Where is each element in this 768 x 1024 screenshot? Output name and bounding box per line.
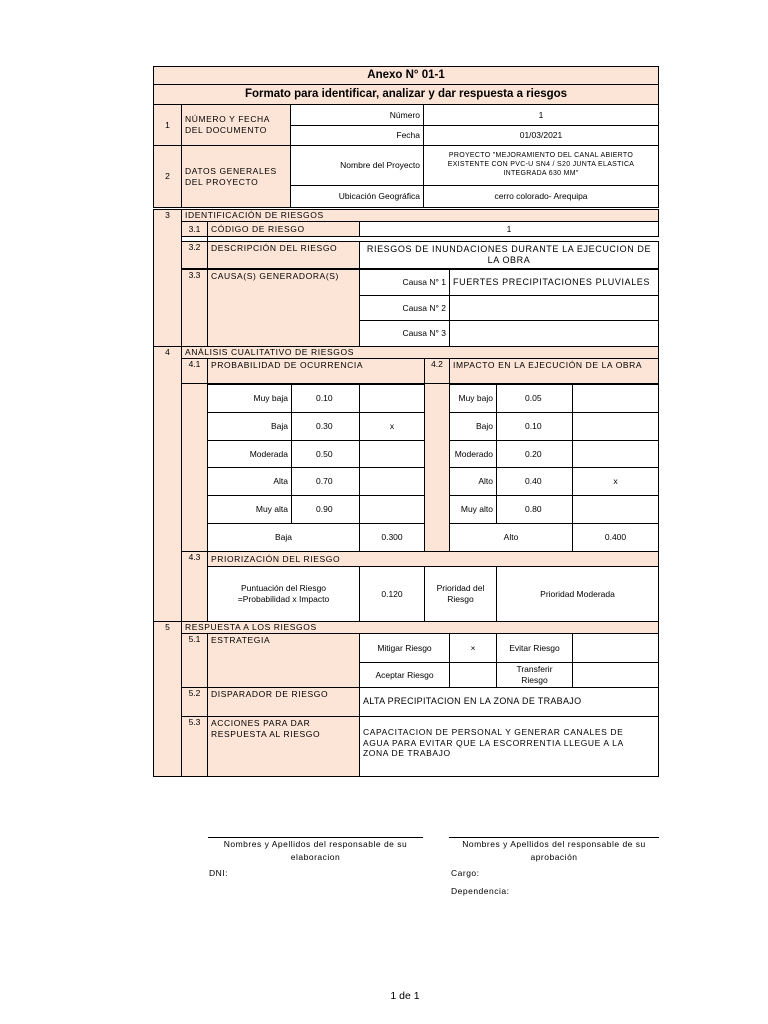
aceptar-riesgo-mark <box>449 662 497 688</box>
section-4-label: ANÁLISIS CUALITATIVO DE RIESGOS <box>181 346 659 359</box>
prob-muy-alta-mark <box>359 495 425 524</box>
s51-number: 5.1 <box>181 633 208 688</box>
causa-2-label: Causa N° 2 <box>359 295 450 321</box>
prioridad-value: Prioridad Moderada <box>496 566 659 622</box>
prob-alta-mark <box>359 467 425 496</box>
prob-alta-value: 0.70 <box>291 467 360 496</box>
numero-value: 1 <box>423 104 659 126</box>
s52-label: DISPARADOR DE RIESGO <box>207 687 360 717</box>
impact-alto-label: Alto <box>449 467 497 496</box>
impact-bajo-label: Bajo <box>449 412 497 441</box>
section-1-label: NÚMERO Y FECHA DEL DOCUMENTO <box>181 104 291 146</box>
ubicacion-label: Ubicación Geográfica <box>290 185 424 208</box>
disparador-riesgo-value: ALTA PRECIPITACION EN LA ZONA DE TRABAJO <box>359 687 659 717</box>
prob-muy-baja-value: 0.10 <box>291 384 360 413</box>
dependencia-label: Dependencia: <box>451 886 510 896</box>
causa-1-value: FUERTES PRECIPITACIONES PLUVIALES <box>449 269 659 296</box>
prob-result-label: Baja <box>207 523 360 552</box>
form-title-annex: Anexo N° 01-1 <box>153 66 659 85</box>
s43-number: 4.3 <box>181 551 208 622</box>
fecha-value: 01/03/2021 <box>423 125 659 146</box>
fecha-label: Fecha <box>290 125 424 146</box>
section-3-number: 3 <box>153 209 182 347</box>
causa-2-value <box>449 295 659 321</box>
section-5-label: RESPUESTA A LOS RIESGOS <box>181 621 659 634</box>
prob-muy-alta-label: Muy alta <box>207 495 292 524</box>
section-1-number: 1 <box>153 104 182 146</box>
signature-right-title: Nombres y Apellidos del responsable de su aprobación <box>462 839 646 862</box>
prob-muy-baja-mark <box>359 384 425 413</box>
impact-muy-alto-label: Muy alto <box>449 495 497 524</box>
puntuacion-label: Puntuación del Riesgo =Probabilidad x Impacto <box>207 566 360 622</box>
s41-number: 4.1 <box>181 358 208 384</box>
transferir-riesgo-label: Transferir Riesgo <box>496 662 573 688</box>
impact-muy-bajo-value: 0.05 <box>496 384 573 413</box>
impact-moderado-mark <box>572 440 659 468</box>
impact-bajo-value: 0.10 <box>496 412 573 441</box>
descripcion-riesgo-value: RIESGOS DE INUNDACIONES DURANTE LA EJECUCION DE LA OBRA <box>359 241 659 269</box>
mitigar-riesgo-mark: × <box>449 633 497 663</box>
s52-number: 5.2 <box>181 687 208 717</box>
s42-label: IMPACTO EN LA EJECUCIÓN DE LA OBRA <box>449 358 659 384</box>
nombre-proyecto-label: Nombre del Proyecto <box>290 145 424 186</box>
impact-moderado-label: Moderado <box>449 440 497 468</box>
s42-number: 4.2 <box>424 358 450 384</box>
prob-result-value: 0.300 <box>359 523 425 552</box>
impact-bajo-mark <box>572 412 659 441</box>
impact-muy-alto-mark <box>572 495 659 524</box>
prob-muy-alta-value: 0.90 <box>291 495 360 524</box>
evitar-riesgo-label: Evitar Riesgo <box>496 633 573 663</box>
section-2-number: 2 <box>153 145 182 208</box>
prob-baja-value: 0.30 <box>291 412 360 441</box>
mitigar-riesgo-label: Mitigar Riesgo <box>359 633 450 663</box>
impact-alto-value: 0.40 <box>496 467 573 496</box>
s41-label: PROBABILIDAD DE OCURRENCIA <box>207 358 425 384</box>
evitar-riesgo-mark <box>572 633 659 663</box>
page-number: 1 de 1 <box>390 990 420 1002</box>
ubicacion-value: cerro colorado- Arequipa <box>423 185 659 208</box>
cargo-label: Cargo: <box>451 868 480 878</box>
impact-alto-mark: x <box>572 467 659 496</box>
nombre-proyecto-value: PROYECTO "MEJORAMIENTO DEL CANAL ABIERTO EXISTENTE CON PVC-U SN4 / S20 JUNTA ELASTICA INTEGRADA 630 MM" <box>423 145 659 186</box>
section-4-number: 4 <box>153 346 182 622</box>
prob-baja-mark: x <box>359 412 425 441</box>
puntuacion-value: 0.120 <box>359 566 425 622</box>
prob-alta-label: Alta <box>207 467 292 496</box>
prob-moderada-value: 0.50 <box>291 440 360 468</box>
impact-muy-bajo-label: Muy bajo <box>449 384 497 413</box>
causa-3-label: Causa N° 3 <box>359 320 450 347</box>
prob-baja-label: Baja <box>207 412 292 441</box>
s31-number: 3.1 <box>181 221 208 237</box>
s41-gutter <box>181 383 208 552</box>
s51-label: ESTRATEGIA <box>207 633 360 688</box>
form-title: Formato para identificar, analizar y dar respuesta a riesgos <box>153 84 659 105</box>
prob-moderada-mark <box>359 440 425 468</box>
impact-result-value: 0.400 <box>572 523 659 552</box>
s32-label: DESCRIPCIÓN DEL RIESGO <box>207 241 360 269</box>
section-2-label: DATOS GENERALES DEL PROYECTO <box>181 145 291 208</box>
prob-moderada-label: Moderada <box>207 440 292 468</box>
s53-number: 5.3 <box>181 716 208 777</box>
impact-moderado-value: 0.20 <box>496 440 573 468</box>
s33-number: 3.3 <box>181 269 208 347</box>
s31-label: CÓDIGO DE RIESGO <box>207 221 360 237</box>
causa-1-label: Causa N° 1 <box>359 269 450 296</box>
s42-gutter <box>424 383 450 552</box>
codigo-riesgo-value: 1 <box>359 221 659 237</box>
aceptar-riesgo-label: Aceptar Riesgo <box>359 662 450 688</box>
causa-3-value <box>449 320 659 347</box>
prioridad-label: Prioridad del Riesgo <box>424 566 497 622</box>
s32-number: 3.2 <box>181 241 208 269</box>
s33-label: CAUSA(S) GENERADORA(S) <box>207 269 360 347</box>
s53-label: ACCIONES PARA DAR RESPUESTA AL RIESGO <box>207 716 360 777</box>
acciones-respuesta-value: CAPACITACION DE PERSONAL Y GENERAR CANALES DE AGUA PARA EVITAR QUE LA ESCORRENTIA LLEGUE A LA ZONA DE TRABAJO <box>359 716 659 777</box>
section-3-label: IDENTIFICACIÓN DE RIESGOS <box>181 209 659 222</box>
s43-label: PRIORIZACIÓN DEL RIESGO <box>207 551 659 567</box>
transferir-riesgo-mark <box>572 662 659 688</box>
signature-left-title: Nombres y Apellidos del responsable de su elaboracion <box>223 839 408 862</box>
dni-label: DNI: <box>209 868 228 878</box>
impact-result-label: Alto <box>449 523 573 552</box>
impact-muy-bajo-mark <box>572 384 659 413</box>
section-5-number: 5 <box>153 621 182 777</box>
prob-muy-baja-label: Muy baja <box>207 384 292 413</box>
impact-muy-alto-value: 0.80 <box>496 495 573 524</box>
numero-label: Número <box>290 104 424 126</box>
